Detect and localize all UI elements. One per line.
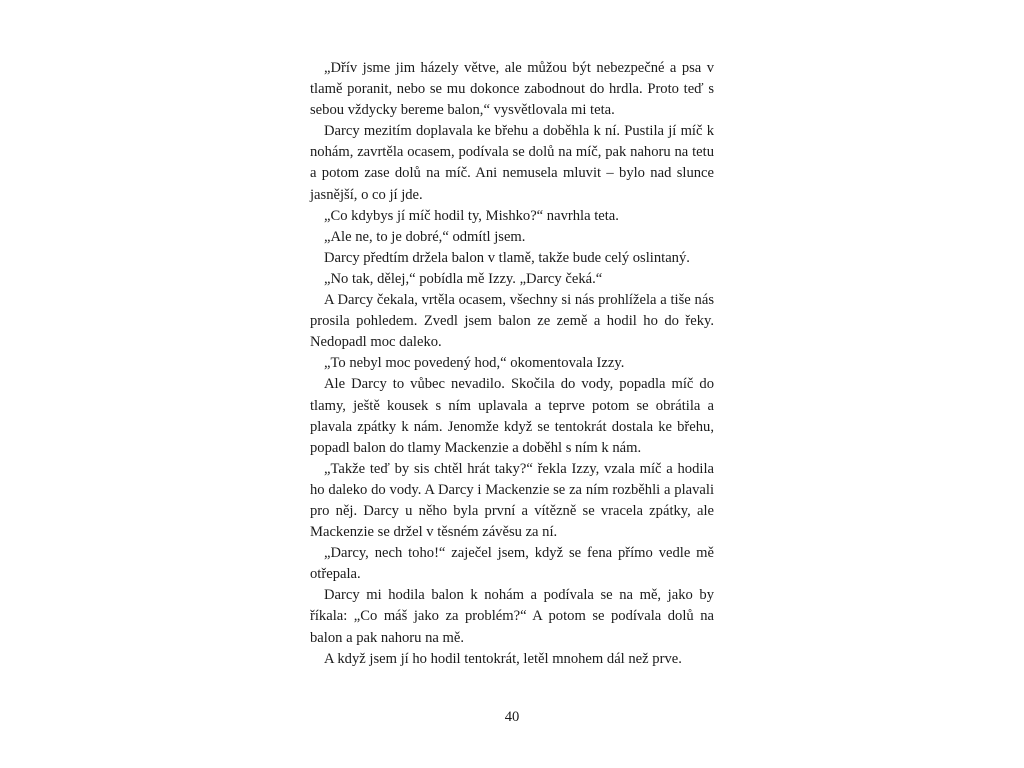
paragraph: „Ale ne, to je dobré,“ odmítl jsem. xyxy=(324,228,526,245)
paragraph: Ale Darcy to vůbec nevadilo. Skočila do vody, popadla míč do tlamy, ještě kousek s ním uplavala a teprve potom se obrátila a plavala zpátky k nám. Jenomže když se tentokrát dostala ke břehu, popadl balon do tlamy Mackenzie a doběhl s ním k nám. xyxy=(310,376,714,456)
paragraph: Darcy předtím držela balon v tlamě, takže bude celý oslintaný. xyxy=(324,249,690,266)
paragraph: „Dřív jsme jim házely větve, ale můžou být nebezpečné a psa v tlamě poranit, nebo se mu dokonce zabodnout do hrdla. Proto teď s sebou vždycky bereme balon,“ vysvětlovala mi teta. xyxy=(310,60,714,119)
paragraph: Darcy mezitím doplavala ke břehu a doběhla k ní. Pustila jí míč k nohám, zavrtěla ocasem, podívala se dolů na míč, pak nahoru na tetu a potom zase dolů na míč. Ani nemusela mluvit – bylo nad slunce jasnější, o co jí jde. xyxy=(310,123,714,203)
paragraph: „Takže teď by sis chtěl hrát taky?“ řekla Izzy, vzala míč a hodila ho daleko do vody. A Darcy i Mackenzie se za ním rozběhli a plavali pro něj. Darcy u něho byla první a vítězně se vracela zpátky, ale Mackenzie se držel v těsném závěsu za ní. xyxy=(310,460,714,541)
paragraph: „Co kdybys jí míč hodil ty, Mishko?“ navrhla teta. xyxy=(324,207,619,224)
paragraph: Darcy mi hodila balon k nohám a podívala se na mě, jako by říkala: „Co máš jako za problém?“ A potom se podívala dolů na balon a pak nahoru na mě. xyxy=(310,587,714,646)
paragraph: A Darcy čekala, vrtěla ocasem, všechny si nás prohlížela a tiše nás prosila pohledem. Zvedl jsem balon ze země a hodil ho do řeky. Nedopadl moc daleko. xyxy=(310,292,714,351)
paragraph: „To nebyl moc povedený hod,“ okomentovala Izzy. xyxy=(324,355,625,372)
paragraph: „Darcy, nech toho!“ zaječel jsem, když se fena přímo vedle mě otřepala. xyxy=(310,545,714,583)
paragraph: A když jsem jí ho hodil tentokrát, letěl mnohem dál než prve. xyxy=(324,650,682,667)
body-text xyxy=(310,58,714,670)
paragraph: „No tak, dělej,“ pobídla mě Izzy. „Darcy čeká.“ xyxy=(324,270,603,287)
page-number: 40 xyxy=(504,709,520,725)
